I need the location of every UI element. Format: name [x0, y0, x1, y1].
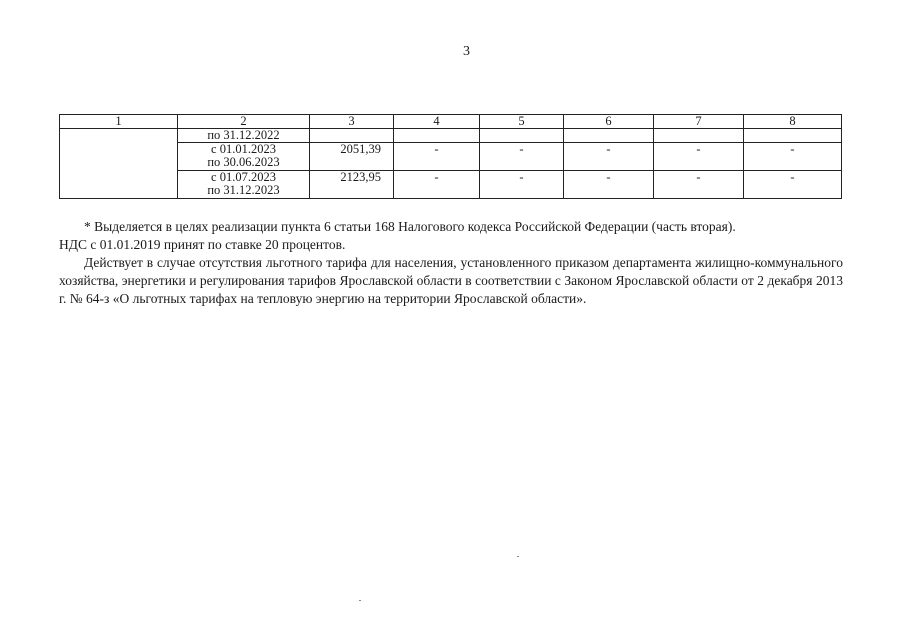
table-cell: -: [480, 171, 564, 199]
column-header: 5: [480, 115, 564, 129]
period-cell: [178, 143, 310, 171]
table-cell: [394, 129, 480, 143]
scan-speck: [517, 556, 519, 557]
table-cell: [744, 129, 842, 143]
period-line: с 01.01.2023: [211, 142, 276, 156]
notes-section: [59, 218, 843, 308]
period-cell: [178, 171, 310, 199]
value-cell: 2051,39: [310, 143, 394, 171]
table-cell: -: [480, 143, 564, 171]
table-row: [60, 143, 842, 171]
column-header: 1: [60, 115, 178, 129]
table-cell: -: [394, 143, 480, 171]
tariff-table: [59, 114, 842, 199]
table-cell: -: [744, 171, 842, 199]
period-line: по 31.12.2022: [207, 128, 280, 142]
table-cell: -: [654, 171, 744, 199]
table-cell: -: [394, 171, 480, 199]
table-cell: -: [564, 143, 654, 171]
column-header: 8: [744, 115, 842, 129]
table-cell: [480, 129, 564, 143]
column-header: 6: [564, 115, 654, 129]
period-cell: [178, 129, 310, 143]
table-cell: -: [744, 143, 842, 171]
table-cell: [564, 129, 654, 143]
table-cell: [654, 129, 744, 143]
column-header: 4: [394, 115, 480, 129]
table-cell: -: [564, 171, 654, 199]
scan-speck: [359, 600, 361, 601]
table-cell: -: [654, 143, 744, 171]
column-header: 2: [178, 115, 310, 129]
table-header-row: [60, 115, 842, 129]
value-cell: 2123,95: [310, 171, 394, 199]
table-row: [60, 171, 842, 199]
period-line: с 01.07.2023: [211, 170, 276, 184]
footnote-line: НДС с 01.01.2019 принят по ставке 20 процентов.: [59, 237, 346, 252]
period-line: по 31.12.2023: [207, 183, 280, 197]
table-row: [60, 129, 842, 143]
page-number: 3: [463, 44, 470, 59]
footnote-line: * Выделяется в целях реализации пункта 6 статьи 168 Налогового кодекса Российской Федерации (часть вторая).: [84, 219, 736, 234]
period-line: по 30.06.2023: [207, 155, 280, 169]
column-header: 3: [310, 115, 394, 129]
merged-cell: [60, 129, 178, 199]
column-header: 7: [654, 115, 744, 129]
note-paragraph: Действует в случае отсутствия льготного тарифа для населения, установленного приказом департамента жилищно-коммунального хозяйства, энергетики и регулирования тарифов Ярославской области в соответствии с Законом Ярославской области от 2 декабря 2013 г. № 64-з «О льготных тарифах на тепловую энергию на территории Ярославской области».: [59, 255, 843, 306]
value-cell: [310, 129, 394, 143]
